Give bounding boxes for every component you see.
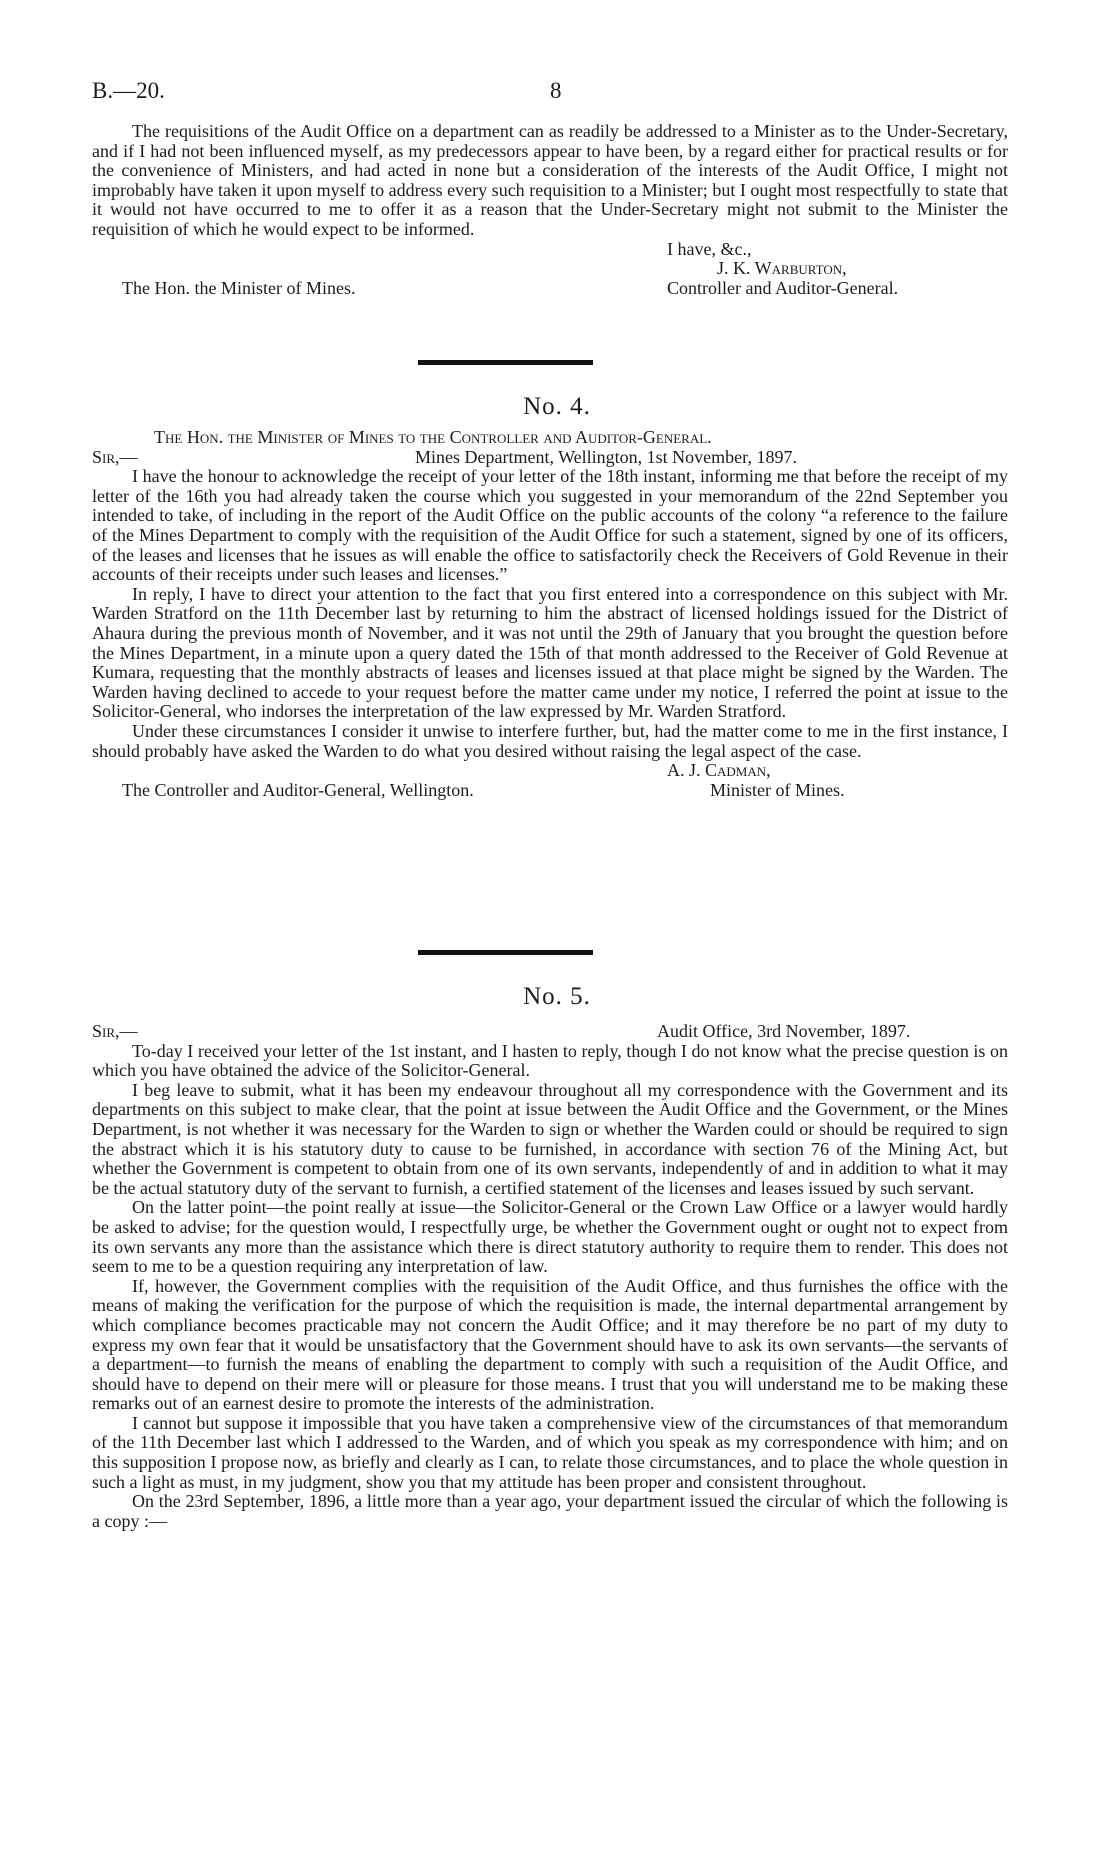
letter-heading: No. 4. xyxy=(523,393,591,420)
paragraph: On the 23rd September, 1896, a little more than a year ago, your department issued the circular of which the following is a copy :— xyxy=(92,1491,1008,1531)
paragraph: If, however, the Government complies with the requisition of the Audit Office, and thus furnishes the office with the means of making the verification for the purpose of which the requisition is made, the internal departmental arrangement by which compliance becomes practicable may not concern the Audit Office; and it may therefore be no part of my duty to express my own fear that it would be unsatisfactory that the Government should have to ask its own servants—the servants of a department—to furnish the means of enabling the department to comply with such a requisition of the Audit Office, and should have to depend on their mere will or pleasure for those means. I trust that you will understand me to be making these remarks out of an earnest desire to promote the interests of the administration. xyxy=(92,1275,1008,1414)
paragraph: The requisitions of the Audit Office on a department can as readily be addressed to a Minister as to the Under-Secretary, and if I had not been influenced myself, as my predecessors appear to have been, by a regard either for practical results or for the convenience of Ministers, and had acted in none but a consideration of the interests of the Audit Office, I might not improbably have taken it upon myself to address every such requisition to a Minister; but I ought most respectfully to state that it would not have occurred to me to offer it as a reason that the Under-Secretary might not submit to the Minister the requisition of which he would expect to be informed. xyxy=(92,121,1008,239)
paragraph: On the latter point—the point really at issue—the Solicitor-General or the Crown Law Office or a lawyer would hardly be asked to advise; for the question would, I respectfully urge, be whether the Government ought or ought not to expect from its own servants any more than the assistance which there is direct statutory authority to require them to render. This does not seem to me to be a question requiring any interpretation of law. xyxy=(92,1197,1008,1277)
paragraph: I have the honour to acknowledge the receipt of your letter of the 18th instant, informing me that before the receipt of my letter of the 16th you had already taken the course which you suggested in your memorandum of the 22nd September you intended to take, of including in the report of the Audit Office on the public accounts of the colony “a reference to the failure of the Mines Department to comply with the requisition of the Audit Office for such a statement, signed by one of its officers, of the leases and licenses that he issues as will enable the office to satisfactorily check the Receivers of Gold Revenue in their accounts of their receipts under such leases and licenses.” xyxy=(92,466,1008,585)
page-header xyxy=(92,78,994,108)
paragraph: To-day I received your letter of the 1st instant, and I hasten to reply, though I do not know what the precise question is on which you have obtained the advice of the Solicitor-General. xyxy=(92,1040,1008,1081)
letter-heading: No. 5. xyxy=(523,983,591,1010)
salutation: Sir,— xyxy=(92,446,138,467)
section-divider xyxy=(418,360,593,365)
page-number: 8 xyxy=(550,78,562,103)
letter-5 xyxy=(92,1022,1008,1531)
closing-line: I have, &c., xyxy=(667,238,752,259)
place-date: Mines Department, Wellington, 1st November, 1897. xyxy=(415,446,797,467)
paragraph: Under these circumstances I consider it unwise to interfere further, but, had the matter come to me in the first instance, I should probably have asked the Warden to do what you desired without raising the legal aspect of the case. xyxy=(92,720,1008,761)
letter-4 xyxy=(92,428,1008,800)
addressee: The Controller and Auditor-General, Wellington. xyxy=(122,779,474,800)
letter-subheading: The Hon. the Minister of Mines to the Controller and Auditor-General. xyxy=(154,427,712,447)
paragraph: I beg leave to submit, what it has been my endeavour throughout all my correspondence with the Government and its departments on this subject to make clear, that the point at issue between the Audit Office and the Government, or the Mines Department, is not whether it was necessary for the Warden to sign or whether the Warden could or should be required to sign the abstract which it is his statutory duty to cause to be furnished, in accordance with section 76 of the Mining Act, but whether the Government is competent to obtain from one of its own servants, independently of and in addition to what it may be the actual statutory duty of the servant to furnish, a certified statement of the licenses and leases issued by such servant. xyxy=(92,1079,1008,1198)
signature: J. K. Warburton, xyxy=(717,258,847,279)
place-date: Audit Office, 3rd November, 1897. xyxy=(657,1021,911,1041)
section-divider xyxy=(418,950,593,955)
signer-title: Minister of Mines. xyxy=(710,779,845,800)
addressee: The Hon. the Minister of Mines. xyxy=(122,277,356,298)
signature: A. J. Cadman, xyxy=(667,760,771,781)
letter-3-end xyxy=(92,122,1008,298)
signer-title: Controller and Auditor-General. xyxy=(667,277,899,298)
salutation: Sir,— xyxy=(92,1021,138,1041)
paragraph: I cannot but suppose it impossible that you have taken a comprehensive view of the circumstances of that memorandum of the 11th December last which I addressed to the Warden, and of which you speak as my correspondence with him; and on this supposition I propose now, as briefly and clearly as I can, to relate those circumstances, and to place the whole question in such a light as must, in my judgment, show you that my attitude has been proper and consistent throughout. xyxy=(92,1412,1008,1492)
paragraph: In reply, I have to direct your attention to the fact that you first entered into a correspondence on this subject with Mr. Warden Stratford on the 11th December last by returning to him the abstract of licensed holdings issued for the District of Ahaura during the previous month of November, and it was not until the 29th of January that you brought the question before the Mines Department, in a minute upon a query dated the 15th of that month addressed to the Receiver of Gold Revenue at Kumara, requesting that the monthly abstracts of leases and licenses issued at that place might be signed by the Warden. The Warden having declined to accede to your request before the matter came under my notice, I referred the point at issue to the Solicitor-General, who indorses the interpretation of the law expressed by Mr. Warden Stratford. xyxy=(92,583,1008,722)
document-reference: B.—20. xyxy=(92,78,165,103)
